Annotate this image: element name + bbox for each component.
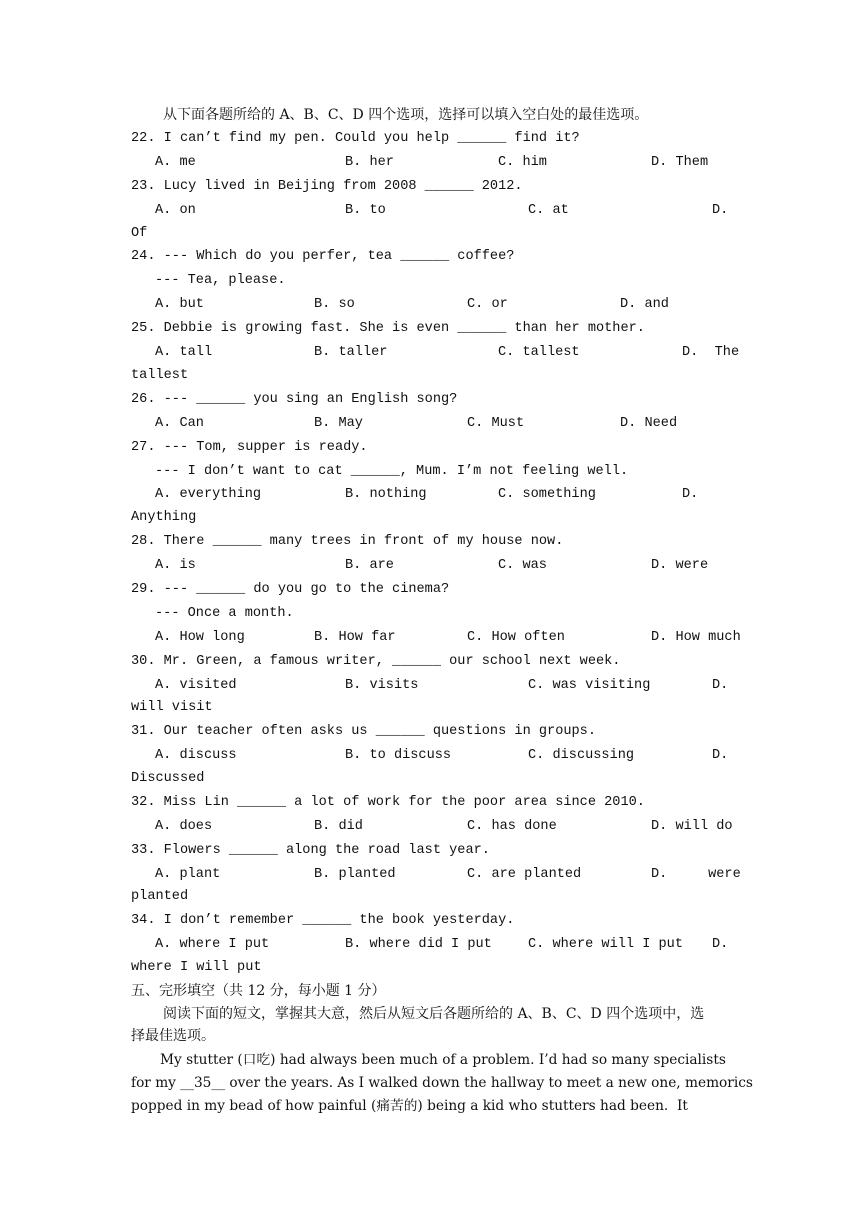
question-29-options (155, 627, 760, 649)
option-d: D. Need (620, 416, 678, 431)
question-29-sub: --- Once a month. (155, 606, 294, 621)
option-a: A. How long (155, 630, 245, 645)
option-a: A. on (155, 203, 196, 218)
option-c: C. was visiting (528, 678, 651, 693)
question-23-options (155, 200, 760, 222)
option-b: B. to discuss (345, 748, 452, 763)
option-b: B. visits (345, 678, 419, 693)
question-30-stem: 30. Mr. Green, a famous writer, ______ our school next week. (131, 654, 621, 669)
option-b: B. nothing (345, 487, 427, 502)
option-c: C. discussing (528, 748, 635, 763)
option-c: C. How often (467, 630, 565, 645)
option-b: B. did (314, 819, 363, 834)
option-a: A. does (155, 819, 213, 834)
question-31-wrap: Discussed (131, 771, 205, 786)
option-c: C. Must (467, 416, 525, 431)
option-c: C. are planted (467, 867, 582, 882)
question-31-options (155, 745, 760, 767)
option-b: B. are (345, 558, 394, 573)
option-d: D. (682, 487, 699, 502)
option-b: B. to (345, 203, 386, 218)
option-d: D. will do (651, 819, 733, 834)
question-23-wrap: Of (131, 226, 148, 241)
question-30-wrap: will visit (131, 700, 213, 715)
question-22-options (155, 152, 760, 174)
option-c: C. tallest (498, 345, 580, 360)
section-intro: 从下面各题所给的 A、B、C、D 四个选项，选择可以填入空白处的最佳选项。 (163, 107, 649, 123)
option-a: A. where I put (155, 937, 270, 952)
option-d: D. How much (651, 630, 741, 645)
question-22-stem: 22. I can’t find my pen. Could you help ______ find it? (131, 131, 580, 146)
option-a: A. plant (155, 867, 221, 882)
question-27-options (155, 484, 760, 506)
question-27-wrap: Anything (131, 510, 197, 525)
option-c: C. was (498, 558, 547, 573)
option-c: C. or (467, 297, 508, 312)
question-30-options (155, 675, 760, 697)
section-5-heading: 五、完形填空（共 12 分，每小题 1 分） (131, 983, 386, 999)
question-33-options (155, 864, 760, 886)
question-26-stem: 26. --- ______ you sing an English song? (131, 392, 458, 407)
question-27-sub: --- I don’t want to cat ______, Mum. I’m not feeling well. (155, 464, 629, 479)
option-d: D. (712, 678, 729, 693)
option-b: B. where did I put (345, 937, 492, 952)
option-d: D. (712, 203, 729, 218)
passage-line-1: My stutter (口吃) had always been much of a problem. I’d had so many specialists (160, 1052, 726, 1068)
question-23-stem: 23. Lucy lived in Beijing from 2008 ______ 2012. (131, 179, 523, 194)
question-25-stem: 25. Debbie is growing fast. She is even ______ than her mother. (131, 321, 645, 336)
option-d: D. Them (651, 155, 709, 170)
option-a: A. Can (155, 416, 204, 431)
option-a: A. but (155, 297, 204, 312)
option-d: D. and (620, 297, 669, 312)
question-27-stem: 27. --- Tom, supper is ready. (131, 440, 368, 455)
option-c: C. him (498, 155, 547, 170)
option-d: D. The (682, 345, 740, 360)
option-d: D. (712, 937, 729, 952)
question-25-options (155, 342, 760, 364)
option-a: A. tall (155, 345, 213, 360)
question-28-stem: 28. There ______ many trees in front of my house now. (131, 534, 564, 549)
question-34-wrap: where I will put (131, 960, 262, 975)
question-26-options (155, 413, 760, 435)
option-d: D. (712, 748, 729, 763)
section-5-instruction-line1: 阅读下面的短文，掌握其大意，然后从短文后各题所给的 A、B、C、D 四个选项中，选 (163, 1006, 705, 1022)
option-b: B. taller (314, 345, 388, 360)
question-24-stem: 24. --- Which do you perfer, tea ______ coffee? (131, 249, 515, 264)
option-b: B. planted (314, 867, 396, 882)
passage-line-2: for my __35__ over the years. As I walked down the hallway to meet a new one, memorics (131, 1075, 753, 1091)
question-33-wrap: planted (131, 889, 189, 904)
option-c: C. has done (467, 819, 557, 834)
question-24-options (155, 294, 760, 316)
question-29-stem: 29. --- ______ do you go to the cinema? (131, 582, 450, 597)
option-b: B. her (345, 155, 394, 170)
question-24-sub: --- Tea, please. (155, 273, 286, 288)
option-a: A. me (155, 155, 196, 170)
question-33-stem: 33. Flowers ______ along the road last year. (131, 843, 490, 858)
option-c: C. at (528, 203, 569, 218)
question-32-stem: 32. Miss Lin ______ a lot of work for the poor area since 2010. (131, 795, 645, 810)
option-a: A. everything (155, 487, 262, 502)
question-34-stem: 34. I don’t remember ______ the book yesterday. (131, 913, 515, 928)
option-a: A. discuss (155, 748, 237, 763)
option-a: A. visited (155, 678, 237, 693)
option-b: B. How far (314, 630, 396, 645)
question-25-wrap: tallest (131, 368, 189, 383)
option-d: D. were (651, 558, 709, 573)
question-31-stem: 31. Our teacher often asks us ______ questions in groups. (131, 724, 596, 739)
question-28-options (155, 555, 760, 577)
question-32-options (155, 816, 760, 838)
option-d: D. were (651, 867, 741, 882)
option-a: A. is (155, 558, 196, 573)
option-c: C. where will I put (528, 937, 683, 952)
option-b: B. so (314, 297, 355, 312)
option-b: B. May (314, 416, 363, 431)
option-c: C. something (498, 487, 596, 502)
section-5-instruction-line2: 择最佳选项。 (131, 1028, 215, 1044)
question-34-options (155, 934, 760, 956)
passage-line-3: popped in my bead of how painful (痛苦的) being a kid who stutters had been. It (131, 1098, 688, 1114)
